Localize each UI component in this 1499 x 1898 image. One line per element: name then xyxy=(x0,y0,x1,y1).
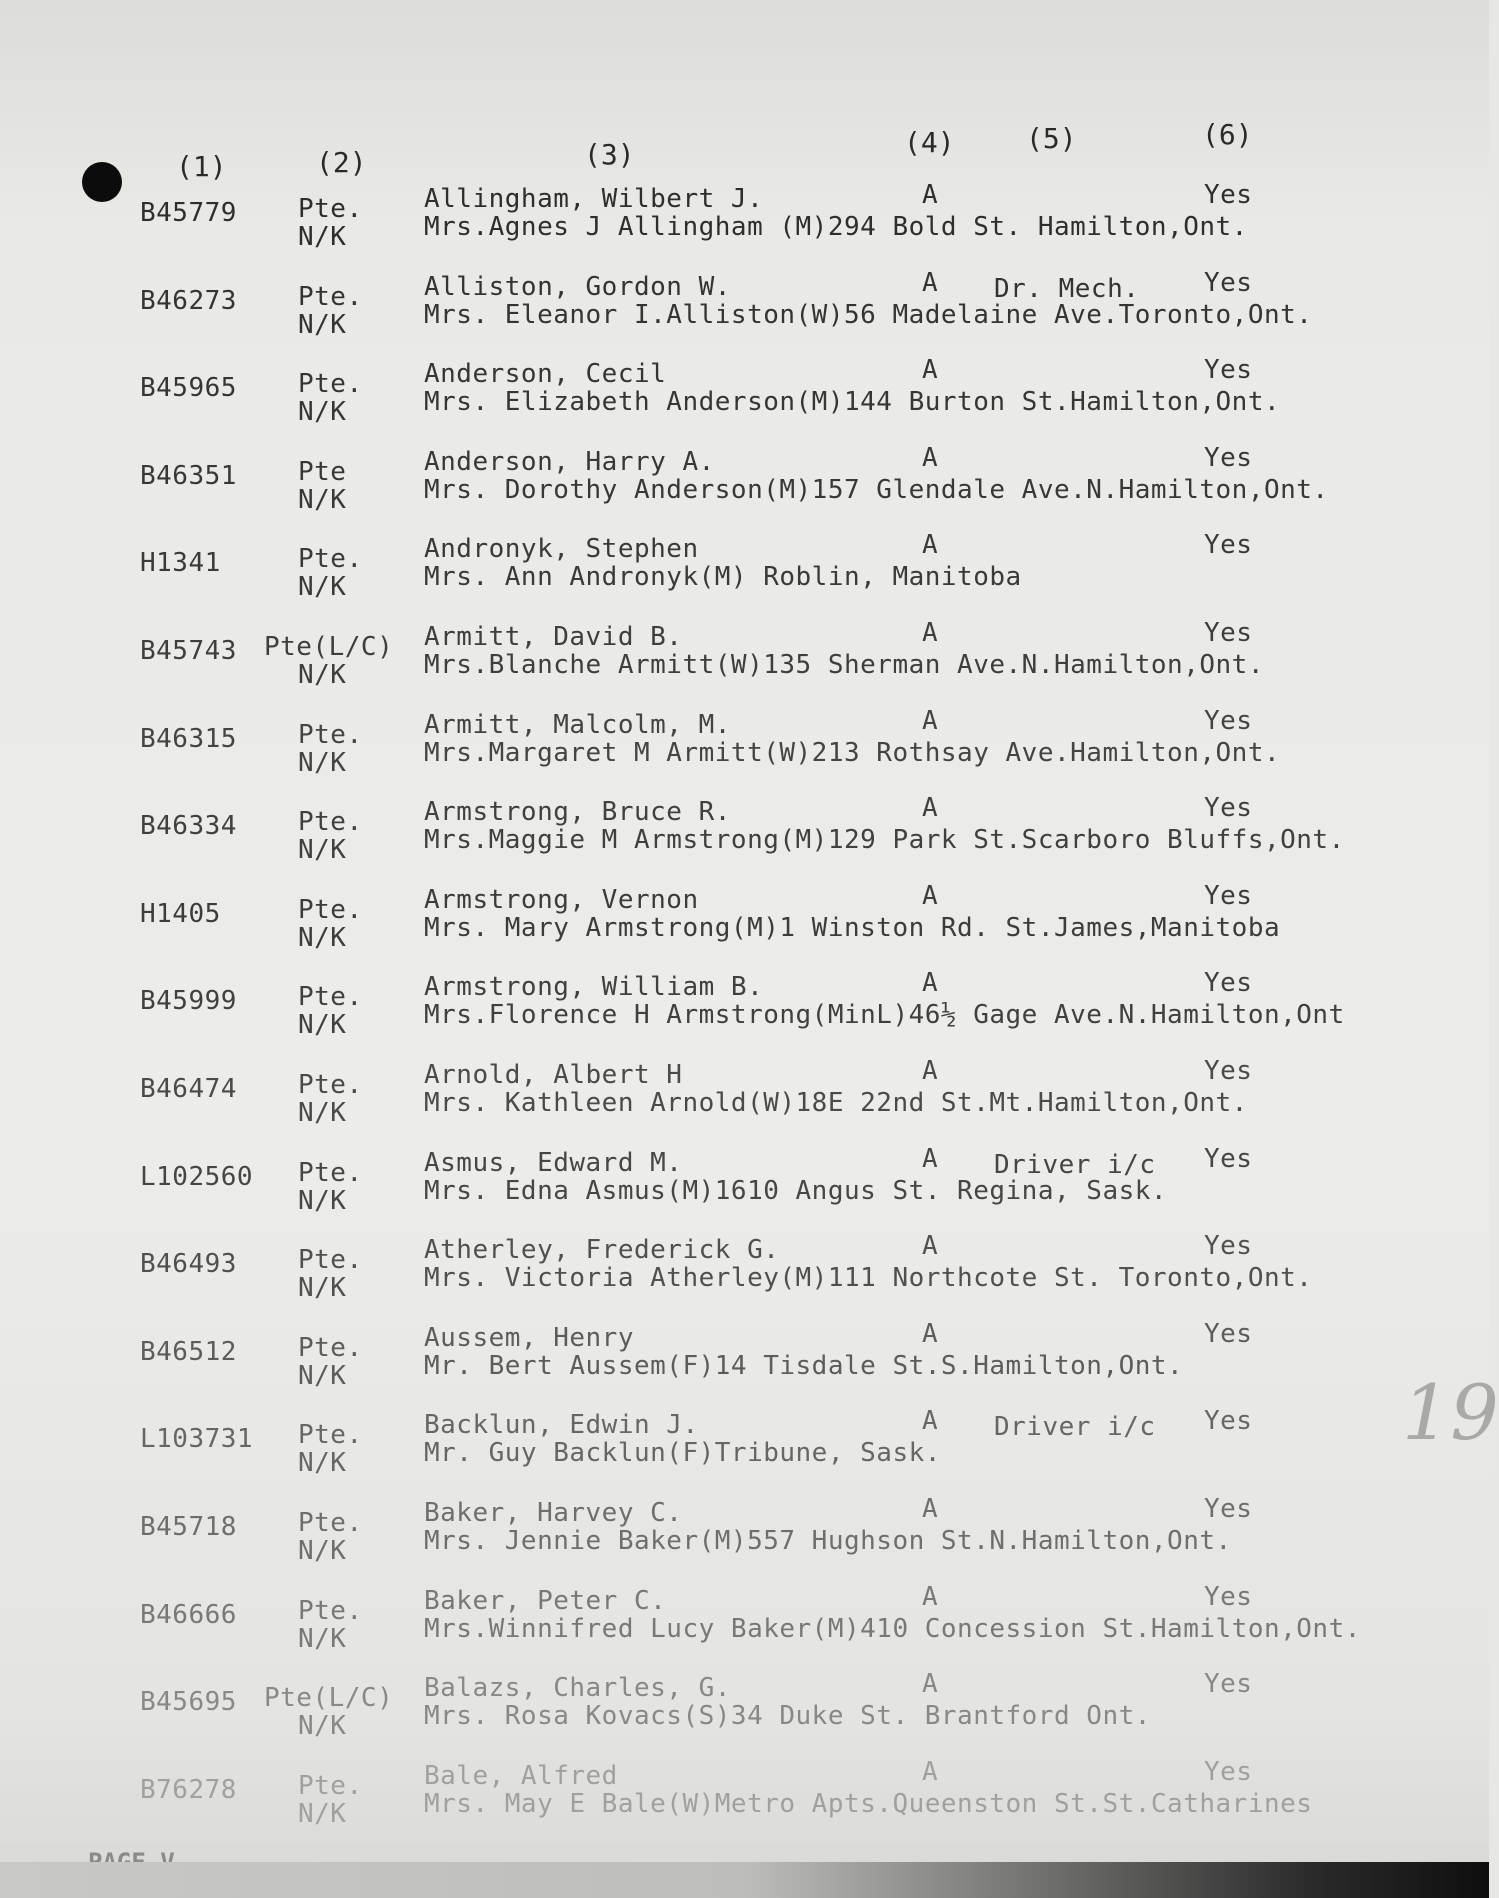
column-6-value: Yes xyxy=(1204,1669,1253,1700)
column-header-4: (4) xyxy=(904,126,955,159)
rank: Pte. xyxy=(298,281,363,312)
rank: Pte. xyxy=(298,1245,363,1276)
rank: Pte. xyxy=(298,1157,363,1188)
column-6-value: Yes xyxy=(1204,618,1253,648)
column-4-value: A xyxy=(922,530,939,561)
entry-row xyxy=(0,178,1489,258)
next-of-kin: Mrs. Mary Armstrong(M)1 Winston Rd. St.James,Manitoba xyxy=(424,912,1281,943)
nk-marker: N/K xyxy=(298,1273,347,1304)
nk-marker: N/K xyxy=(298,1536,347,1566)
service-number: B46273 xyxy=(140,285,237,316)
service-number: L102560 xyxy=(140,1161,254,1192)
rank: Pte. xyxy=(298,544,363,575)
nk-marker: N/K xyxy=(298,1798,347,1829)
column-4-value: A xyxy=(922,1231,939,1262)
next-of-kin: Mrs. Victoria Atherley(M)111 Northcote St. Toronto,Ont. xyxy=(424,1263,1313,1294)
entry-row xyxy=(0,616,1489,696)
soldier-name: Backlun, Edwin J. xyxy=(424,1410,699,1441)
next-of-kin: Mrs. Ann Andronyk(M) Roblin, Manitoba xyxy=(424,562,1022,593)
column-6-value: Yes xyxy=(1204,1756,1253,1787)
soldier-name: Baker, Peter C. xyxy=(424,1585,667,1616)
column-4-value: A xyxy=(922,1494,939,1524)
column-header-1: (1) xyxy=(176,150,227,183)
service-number: B45779 xyxy=(140,198,237,228)
column-5-value: Driver i/c xyxy=(994,1149,1156,1180)
entry-row xyxy=(0,1492,1489,1572)
rank: Pte(L/C) xyxy=(264,1683,394,1714)
nk-marker: N/K xyxy=(298,1098,347,1128)
nk-marker: N/K xyxy=(298,309,347,340)
nk-marker: N/K xyxy=(298,660,347,690)
next-of-kin: Mrs.Maggie M Armstrong(M)129 Park St.Scarboro Bluffs,Ont. xyxy=(424,825,1345,856)
column-4-value: A xyxy=(922,618,939,648)
service-number: B46351 xyxy=(140,460,237,491)
service-number: H1405 xyxy=(140,898,221,929)
entry-row xyxy=(0,353,1489,433)
column-header-5: (5) xyxy=(1026,122,1077,155)
column-4-value: A xyxy=(922,1756,939,1787)
column-6-value: Yes xyxy=(1204,355,1253,386)
service-number: B46334 xyxy=(140,811,237,842)
column-6-value: Yes xyxy=(1204,267,1253,298)
column-4-value: A xyxy=(922,880,939,911)
soldier-name: Andronyk, Stephen xyxy=(424,534,699,565)
column-6-value: Yes xyxy=(1204,705,1253,736)
entry-row xyxy=(0,1667,1489,1747)
soldier-name: Atherley, Frederick G. xyxy=(424,1235,780,1266)
column-4-value: A xyxy=(922,267,939,298)
nk-marker: N/K xyxy=(298,397,347,428)
next-of-kin: Mrs. Rosa Kovacs(S)34 Duke St. Brantford Ont. xyxy=(424,1701,1151,1732)
entry-row xyxy=(0,1317,1489,1397)
service-number: B76278 xyxy=(140,1774,237,1805)
nk-marker: N/K xyxy=(298,1360,347,1391)
next-of-kin: Mrs.Blanche Armitt(W)135 Sherman Ave.N.Hamilton,Ont. xyxy=(424,650,1264,680)
rank: Pte. xyxy=(298,1332,363,1363)
column-4-value: A xyxy=(922,1581,939,1612)
rank: Pte. xyxy=(298,1420,363,1451)
service-number: B45999 xyxy=(140,986,237,1017)
soldier-name: Armitt, Malcolm, M. xyxy=(424,709,731,740)
next-of-kin: Mrs.Agnes J Allingham (M)294 Bold St. Hamilton,Ont. xyxy=(424,212,1248,242)
column-4-value: A xyxy=(922,1318,939,1349)
column-4-value: A xyxy=(922,1056,939,1086)
soldier-name: Alliston, Gordon W. xyxy=(424,271,731,302)
column-6-value: Yes xyxy=(1204,530,1253,561)
column-6-value: Yes xyxy=(1204,1581,1253,1612)
nk-marker: N/K xyxy=(298,1010,347,1041)
next-of-kin: Mrs. Edna Asmus(M)1610 Angus St. Regina, Sask. xyxy=(424,1175,1168,1206)
column-6-value: Yes xyxy=(1204,1406,1253,1437)
rank: Pte. xyxy=(298,1770,363,1801)
column-4-value: A xyxy=(922,180,939,210)
column-4-value: A xyxy=(922,793,939,824)
entry-row xyxy=(0,1229,1489,1309)
column-6-value: Yes xyxy=(1204,1494,1253,1524)
soldier-name: Asmus, Edward M. xyxy=(424,1147,683,1178)
soldier-name: Armstrong, Bruce R. xyxy=(424,797,731,828)
service-number: B46666 xyxy=(140,1599,237,1630)
entry-row xyxy=(0,704,1489,784)
entry-row xyxy=(0,791,1489,871)
column-4-value: A xyxy=(922,442,939,473)
nk-marker: N/K xyxy=(298,572,347,603)
rank: Pte. xyxy=(298,1070,363,1100)
next-of-kin: Mrs. Dorothy Anderson(M)157 Glendale Ave.N.Hamilton,Ont. xyxy=(424,474,1329,505)
column-6-value: Yes xyxy=(1204,442,1253,473)
soldier-name: Baker, Harvey C. xyxy=(424,1498,683,1528)
soldier-name: Allingham, Wilbert J. xyxy=(424,184,764,214)
column-6-value: Yes xyxy=(1204,968,1253,999)
column-4-value: A xyxy=(922,968,939,999)
next-of-kin: Mrs.Florence H Armstrong(MinL)46½ Gage Ave.N.Hamilton,Ont xyxy=(424,1000,1345,1031)
soldier-name: Arnold, Albert H xyxy=(424,1060,683,1090)
nk-marker: N/K xyxy=(298,1185,347,1216)
next-of-kin: Mrs. Elizabeth Anderson(M)144 Burton St.Hamilton,Ont. xyxy=(424,387,1281,418)
service-number: B46493 xyxy=(140,1249,237,1280)
service-number: B46474 xyxy=(140,1074,237,1104)
soldier-name: Armstrong, Vernon xyxy=(424,884,699,915)
entry-row xyxy=(0,1580,1489,1660)
margin-note: 19 xyxy=(1402,1368,1499,1457)
rank: Pte. xyxy=(298,894,363,925)
nk-marker: N/K xyxy=(298,1623,347,1654)
column-4-value: A xyxy=(922,1143,939,1174)
next-of-kin: Mrs.Winnifred Lucy Baker(M)410 Concession St.Hamilton,Ont. xyxy=(424,1613,1361,1644)
service-number: L103731 xyxy=(140,1424,254,1455)
soldier-name: Armitt, David B. xyxy=(424,622,683,652)
nk-marker: N/K xyxy=(298,747,347,778)
entry-row xyxy=(0,879,1489,959)
next-of-kin: Mrs. Jennie Baker(M)557 Hughson St.N.Hamilton,Ont. xyxy=(424,1526,1232,1556)
entry-row xyxy=(0,266,1489,346)
rank: Pte. xyxy=(298,1508,363,1538)
entry-row xyxy=(0,1404,1489,1484)
soldier-name: Bale, Alfred xyxy=(424,1760,618,1791)
rank: Pte. xyxy=(298,719,363,750)
column-5-value: Dr. Mech. xyxy=(994,273,1140,304)
soldier-name: Anderson, Harry A. xyxy=(424,446,715,477)
entry-row xyxy=(0,441,1489,521)
soldier-name: Aussem, Henry xyxy=(424,1322,634,1353)
service-number: B45743 xyxy=(140,636,237,666)
nk-marker: N/K xyxy=(298,222,347,252)
service-number: H1341 xyxy=(140,548,221,579)
column-4-value: A xyxy=(922,705,939,736)
service-number: B46315 xyxy=(140,723,237,754)
next-of-kin: Mrs.Margaret M Armitt(W)213 Rothsay Ave.Hamilton,Ont. xyxy=(424,737,1281,768)
next-of-kin: Mrs. Kathleen Arnold(W)18E 22nd St.Mt.Hamilton,Ont. xyxy=(424,1088,1248,1118)
entry-row xyxy=(0,1755,1489,1835)
service-number: B45965 xyxy=(140,373,237,404)
next-of-kin: Mr. Guy Backlun(F)Tribune, Sask. xyxy=(424,1438,941,1469)
next-of-kin: Mr. Bert Aussem(F)14 Tisdale St.S.Hamilton,Ont. xyxy=(424,1350,1184,1381)
service-number: B46512 xyxy=(140,1336,237,1367)
column-header-2: (2) xyxy=(316,146,367,179)
service-number: B45695 xyxy=(140,1687,237,1718)
entry-row xyxy=(0,966,1489,1046)
column-4-value: A xyxy=(922,1406,939,1437)
column-6-value: Yes xyxy=(1204,1318,1253,1349)
nk-marker: N/K xyxy=(298,484,347,515)
nk-marker: N/K xyxy=(298,1448,347,1479)
column-6-value: Yes xyxy=(1204,1056,1253,1086)
soldier-name: Anderson, Cecil xyxy=(424,359,667,390)
column-4-value: A xyxy=(922,1669,939,1700)
column-header-3: (3) xyxy=(584,138,635,171)
entry-row xyxy=(0,528,1489,608)
rank: Pte. xyxy=(298,194,363,224)
rank: Pte. xyxy=(298,982,363,1013)
nk-marker: N/K xyxy=(298,835,347,866)
rank: Pte xyxy=(298,456,347,487)
scan-edge-shadow xyxy=(0,1862,1489,1898)
rank: Pte. xyxy=(298,807,363,838)
column-6-value: Yes xyxy=(1204,1231,1253,1262)
column-6-value: Yes xyxy=(1204,880,1253,911)
nk-marker: N/K xyxy=(298,1711,347,1742)
column-5-value: Driver i/c xyxy=(994,1412,1156,1443)
nk-marker: N/K xyxy=(298,922,347,953)
rank: Pte(L/C) xyxy=(264,632,394,662)
entry-row xyxy=(0,1142,1489,1222)
service-number: B45718 xyxy=(140,1512,237,1542)
column-6-value: Yes xyxy=(1204,180,1253,210)
column-header-6: (6) xyxy=(1202,118,1253,151)
rank: Pte. xyxy=(298,1595,363,1626)
rank: Pte. xyxy=(298,369,363,400)
column-6-value: Yes xyxy=(1204,793,1253,824)
soldier-name: Armstrong, William B. xyxy=(424,972,764,1003)
entry-row xyxy=(0,1054,1489,1134)
column-6-value: Yes xyxy=(1204,1143,1253,1174)
column-4-value: A xyxy=(922,355,939,386)
next-of-kin: Mrs. May E Bale(W)Metro Apts.Queenston St.St.Catharines xyxy=(424,1788,1313,1819)
soldier-name: Balazs, Charles, G. xyxy=(424,1673,731,1704)
next-of-kin: Mrs. Eleanor I.Alliston(W)56 Madelaine Ave.Toronto,Ont. xyxy=(424,299,1313,330)
